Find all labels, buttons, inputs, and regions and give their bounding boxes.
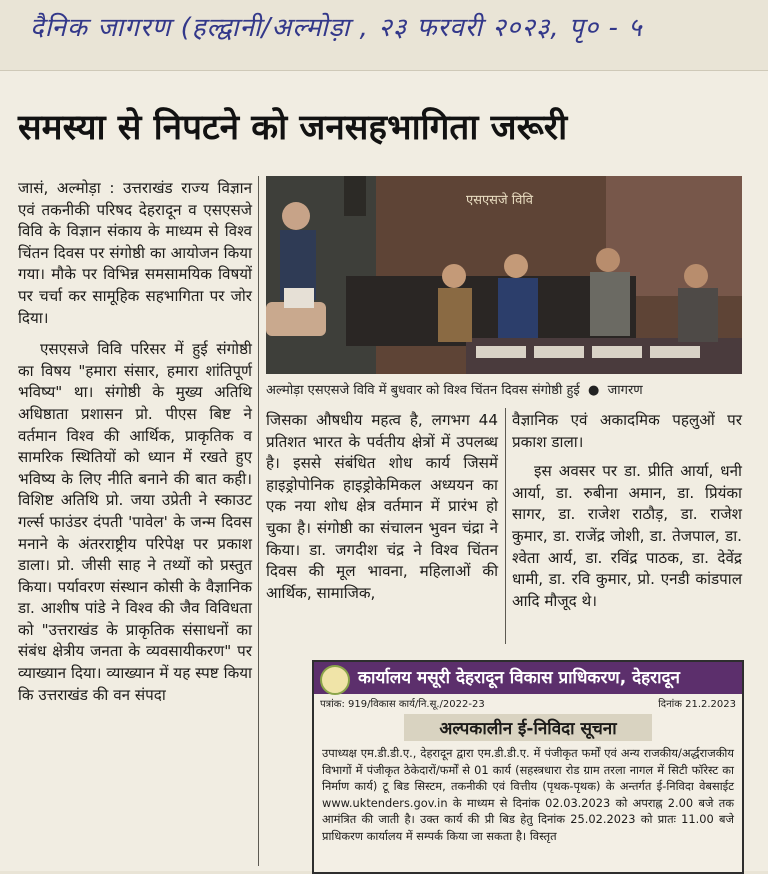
ad-reference-number: पत्रांक: 919/विकास कार्य/नि.सू./2022-23 — [320, 699, 485, 710]
ad-header — [314, 662, 742, 694]
caption-text: अल्मोड़ा एसएसजे विवि में बुधवार को विश्व चिंतन दिवस संगोष्ठी हुई — [266, 383, 580, 398]
photo-caption — [266, 380, 742, 402]
photo-credit: जागरण — [607, 383, 643, 398]
authority-logo-icon — [320, 665, 350, 695]
article-paragraph: इस अवसर पर डा. प्रीति आर्या, धनी आर्या, डा. रुबीना अमान, डा. प्रियंका सागर, डा. राजेश राठौड़, डा. राजेश कुमार, डा. राजेंद्र जोशी, डा. तेजपाल, डा. श्वेता आर्य, डा. रविंद्र पाठक, डा. देवेंद्र धामी, डा. रवि कुमार, प्रो. एनडी कांडपाल आदि मौजूद थे। — [512, 462, 742, 610]
camera-icon: ● — [583, 383, 604, 398]
tender-advertisement — [312, 660, 744, 874]
ad-reference-line — [314, 694, 742, 712]
ad-title: अल्पकालीन ई-निविदा सूचना — [404, 714, 652, 741]
article-column-3 — [512, 410, 742, 642]
ad-body: उपाध्यक्ष एम.डी.डी.ए., देहरादून द्वारा एम.डी.डी.ए. में पंजीकृत फर्मों एवं अन्य राजकीय/अर्द्धराजकीय विभागों में पंजीकृत ठेकेदारों/फर्मों से 01 कार्य (सहस्त्रधारा रोड ग्राम तरला नागल में सिटी फॉरेस्ट का निर्माण कार्य) टू बिड सिस्टम, तकनीकी एवं वित्तीय (पृथक-पृथक) के अन्तर्गत ई-निविदा वेबसाईट www.uktenders.gov.in के माध्यम से दिनांक 02.03.2023 को अपराह्न 2.00 बजे तक आमंत्रित की जाती है। उक्त कार्य की प्री बिड हेतु दिनांक 25.02.2023 को प्रातः 11.00 बजे प्राधिकरण कार्यालय में सम्पर्क किया जा सकता है। विस्तृत — [322, 746, 734, 843]
photo-banner-text: एसएसजे विवि — [466, 193, 533, 208]
article-paragraph: जासं, अल्मोड़ा : उत्तराखंड राज्य विज्ञान एवं तकनीकी परिषद देहरादून व एसएसजे विवि के विज्ञान संकाय के माध्यम से विश्व चिंतन दिवस पर संगोष्ठी का आयोजन किया गया। मौके पर विभिन्न समसामयिक विषयों पर चर्चा कर सामूहिक सहभागिता पर जोर दिया। — [18, 179, 252, 327]
article-paragraph: एसएसजे विवि परिसर में हुई संगोष्ठी का विषय "हमारा संसार, हमारा शांतिपूर्ण भविष्य" था। संगोष्ठी के मुख्य अतिथि अधिष्ठाता प्रशासन प्रो. पीएस बिष्ट ने वर्तमान विश्व की आर्थिक, प्राकृतिक व सामरिक स्थितियों को ध्यान में रखते हुए भविष्य के लिए नीति बनाने की बात कही। विशिष्ट अतिथि प्रो. जया उप्रेती ने स्काउट गर्ल्स फाउंडर दंपती 'पावेल' के जन्म दिवस मनाने के अंतरराष्ट्रीय परिपेक्ष पर प्रकाश डाला। प्रो. जीसी साह ने तथ्यों को प्रस्तुत किया। पर्यावरण संस्थान कोसी के वैज्ञानिक डा. आशीष पांडे ने विश्व की जैव विविधता को "उत्तराखंड के प्राकृतिक संसाधनों का संबंध क्षेत्रीय जनता के व्यवसायीकरण" पर व्याख्यान दिया। व्याख्यान में यह स्पष्ट किया कि उत्तराखंड की वन संपदा — [18, 340, 252, 704]
seminar-photo-illustration — [266, 176, 742, 374]
headline: समस्या से निपटने को जनसहभागिता जरूरी — [18, 108, 568, 148]
article-paragraph: वैज्ञानिक एवं अकादमिक पहलुओं पर प्रकाश डाला। — [512, 411, 742, 451]
column-divider — [505, 408, 506, 644]
ad-date: दिनांक 21.2.2023 — [658, 699, 736, 710]
ad-header-text: कार्यालय मसूरी देहरादून विकास प्राधिकरण, देहरादून — [358, 668, 680, 688]
column-divider — [258, 176, 259, 866]
event-photo — [266, 176, 742, 374]
article-column-1 — [18, 178, 252, 868]
handwritten-source-note: दैनिक जागरण (हल्द्वानी/अल्मोड़ा , २३ फरवरी २०२३, पृ० - ५ — [30, 13, 643, 43]
article-column-2: जिसका औषधीय महत्व है, लगभग 44 प्रतिशत भारत के पर्वतीय क्षेत्रों में उपलब्ध है। इससे संबंधित शोध कार्य जिसमें हाइड्रोपोनिक हाइड्रोकेमिकल अध्ययन का एक नया शोध क्षेत्र वर्तमान में प्रारंभ हो चुका है। संगोष्ठी का संचालन भुवन चंद्रा ने किया। डा. जगदीश चंद्र ने विश्व चिंतन दिवस की मूल भावना, महिलाओं की आर्थिक, सामाजिक, — [266, 411, 498, 602]
